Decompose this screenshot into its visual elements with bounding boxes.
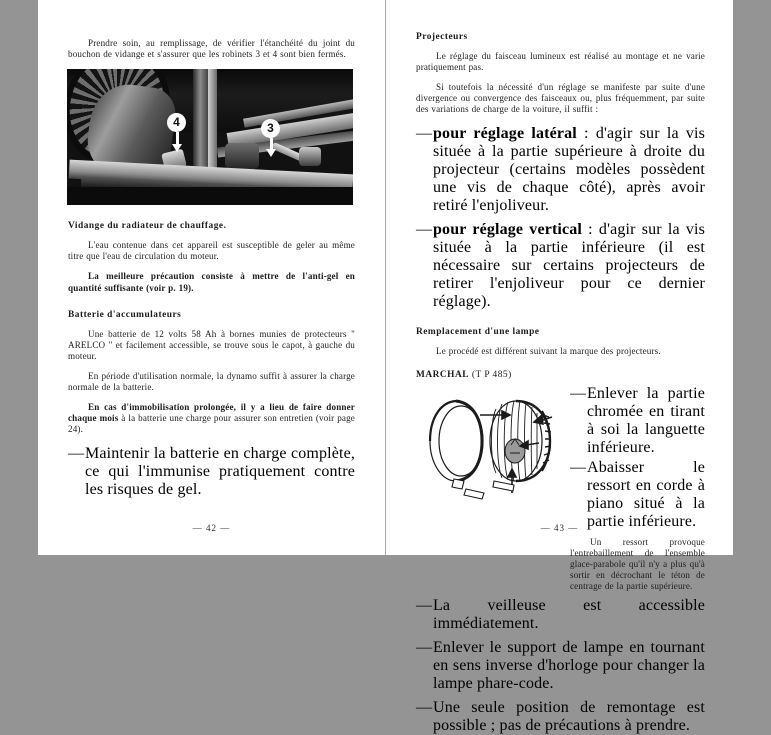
book-spread-scan <box>38 0 733 735</box>
em-dash-icon: — <box>416 699 433 717</box>
marchal-dash-item-2-text: Abaisser le ressort en corde à piano situé à la partie inférieure. <box>587 458 705 530</box>
em-dash-icon: — <box>570 384 587 402</box>
engine-bay-photo-figure <box>68 69 355 205</box>
brand-marchal-reference: (T P 485) <box>468 369 512 380</box>
em-dash-icon: — <box>416 639 433 657</box>
batterie-paragraph-2: En période d'utilisation normale, la dynamo suffit à assurer la charge normale de la batterie. <box>68 371 355 393</box>
projecteurs-dash-item-vertical <box>416 221 705 311</box>
projecteurs-paragraph-1: Le réglage du faisceau lumineux est réalisé au montage et ne varie pratiquement pas. <box>416 51 705 73</box>
projecteurs-dash-item-lateral-rest: : d'agir sur la vis située à la partie supérieure à droite du projecteur (certains modèles possèdent une vis de chaque côté), après avoir retiré l'enjoliveur. <box>433 124 706 214</box>
projecteurs-dash-item-vertical-rest: : d'agir sur la vis située à la partie inférieure (il est nécessaire sur certains projecteurs de retirer l'enjoliveur pour ce dernier réglage). <box>433 220 705 310</box>
mount-block-shape <box>225 143 259 169</box>
em-dash-icon: — <box>416 124 433 142</box>
em-dash-icon: — <box>68 444 85 462</box>
projecteurs-dash-item-lateral-lead: pour réglage latéral <box>433 124 577 142</box>
em-dash-icon: — <box>570 458 587 476</box>
brand-marchal-heading <box>416 370 705 381</box>
marchal-dash-item-4-text: Enlever le support de lampe en tournant en sens inverse d'horloge pour changer la lampe phare-code. <box>433 639 705 693</box>
left-intro-paragraph: Prendre soin, au remplissage, de vérifier l'étanchéité du joint du bouchon de vidange et s'assurer que les robinets 3 et 4 sont bien fermés. <box>68 38 355 60</box>
photo-callout-4-arrow-head <box>172 144 182 152</box>
em-dash-icon: — <box>416 220 433 238</box>
marchal-dash-item-3 <box>416 597 705 633</box>
batterie-dash-item-1-text: Maintenir la batterie en charge complète, ce qui l'immunise pratiquement contre les risques de gel. <box>85 444 355 498</box>
batterie-paragraph-3 <box>68 402 355 435</box>
heading-projecteurs: Projecteurs <box>416 32 468 42</box>
marchal-dash-item-1-text: Enlever la partie chromée en tirant à soi la languette inférieure. <box>587 384 705 456</box>
marchal-instructions-wrapped <box>570 385 705 597</box>
marchal-dash-item-5-text: Une seule position de remontage est possible ; pas de précautions à prendre. <box>433 699 705 735</box>
headlamp-exploded-figure <box>416 389 562 505</box>
right-page <box>386 0 733 735</box>
right-page-number: — 43 — <box>540 523 579 533</box>
left-page <box>38 0 385 555</box>
brand-marchal-name: MARCHAL <box>416 369 469 380</box>
photo-callout-4: 4 <box>167 113 186 132</box>
radiateur-paragraph-1: L'eau contenue dans cet appareil est susceptible de geler au même titre que l'eau de circulation du moteur. <box>68 240 355 262</box>
radiator-core-shape <box>193 69 209 181</box>
heading-batterie-accumulateurs: Batterie d'accumulateurs <box>68 309 182 320</box>
end-cap-shape <box>299 147 321 166</box>
marchal-dash-item-1 <box>570 385 705 457</box>
heading-vidange-radiateur: Vidange du radiateur de chauffage. <box>68 221 227 232</box>
photo-callout-3-arrow-head <box>266 149 276 157</box>
em-dash-icon: — <box>416 597 433 615</box>
projecteurs-dash-item-lateral <box>416 125 705 215</box>
lampe-paragraph-1: Le procédé est différent suivant la marque des projecteurs. <box>436 345 661 356</box>
marchal-dash-item-2 <box>570 459 705 531</box>
radiateur-paragraph-2: La meilleure précaution consiste à mettre de l'anti-gel en quantité suffisante (voir p. 19). <box>68 271 355 293</box>
batterie-paragraph-1: Une batterie de 12 volts 58 Ah à bornes munies de protecteurs " ARELCO " et facilement accessible, se trouve sous le capot, à gauche du moteur. <box>68 328 355 361</box>
photo-bottom-shadow <box>67 187 353 205</box>
marchal-dash-item-4 <box>416 639 705 693</box>
marchal-dash-item-3-text: La veilleuse est accessible immédiatement. <box>433 597 705 633</box>
batterie-dash-item-1 <box>68 445 355 499</box>
projecteurs-dash-item-vertical-lead: pour réglage vertical <box>433 220 583 238</box>
batterie-paragraph-3-rest: à la batterie une charge pour assurer son entretien (voir page 24). <box>68 413 355 435</box>
photo-callout-3: 3 <box>261 119 280 138</box>
left-page-number: — 42 — <box>192 523 231 533</box>
engine-bay-photograph <box>67 69 353 205</box>
headlamp-line-art-icon <box>416 389 562 505</box>
heading-remplacement-lampe: Remplacement d'une lampe <box>416 326 540 337</box>
batterie-paragraph-3-lead: En cas d'immobilisation prolongée, il y a lieu de faire donner chaque mois <box>68 402 355 424</box>
marchal-paragraph-2: Un ressort provoque l'entrebaillement de l'ensemble glace-parabole qu'il n'y a plus qu'à sortir en décrochant le téton de centrage de la partie supérieure. <box>570 536 705 592</box>
projecteurs-paragraph-2: Si toutefois la nécessité d'un réglage se manifeste par suite d'une divergence ou convergence des faisceaux ou, plus fréquemment, par suite des variations de charge de la voiture, il suffit : <box>416 82 705 115</box>
marchal-dash-item-5 <box>416 699 705 735</box>
